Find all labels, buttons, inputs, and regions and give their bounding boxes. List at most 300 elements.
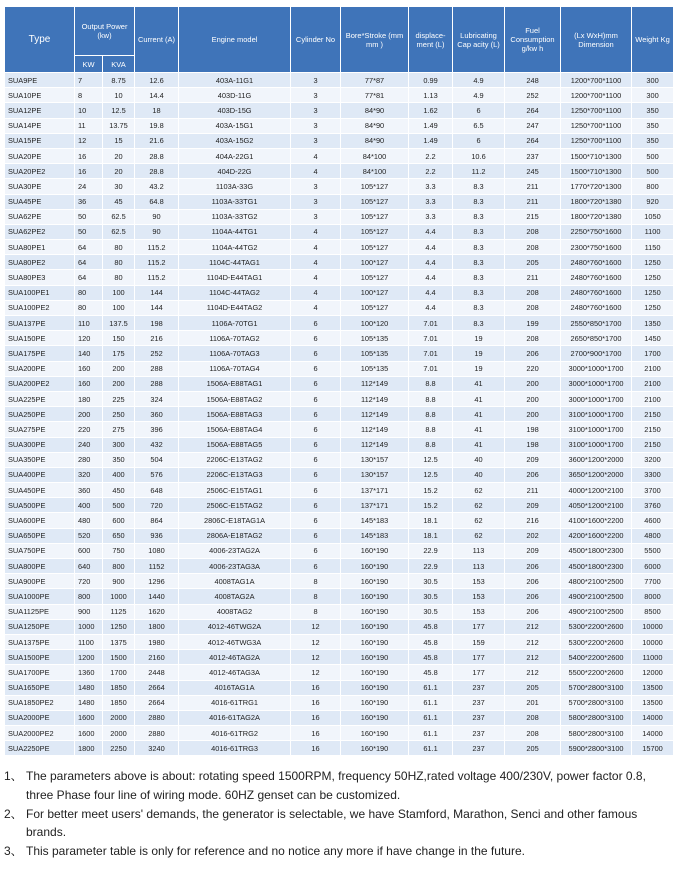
table-row — [5, 331, 674, 346]
engine-model-cell: 4008TAG2 — [179, 604, 291, 619]
displacement-cell: 61.1 — [409, 741, 453, 756]
dimension-cell: 4200*1600*2200 — [561, 528, 632, 543]
engine-model-cell: 404A-22G1 — [179, 148, 291, 163]
displacement-cell: 45.8 — [409, 619, 453, 634]
displacement-cell: 8.8 — [409, 437, 453, 452]
lubricating-cell: 19 — [453, 331, 505, 346]
table-row — [5, 209, 674, 224]
current-cell: 144 — [135, 300, 179, 315]
cylinder-cell: 12 — [291, 619, 341, 634]
kva-cell: 1500 — [103, 650, 135, 665]
bore-stroke-cell: 105*127 — [341, 194, 409, 209]
type-cell: SUA62PE — [5, 209, 75, 224]
fuel-cell: 245 — [505, 164, 561, 179]
lubricating-cell: 40 — [453, 467, 505, 482]
kw-cell: 520 — [75, 528, 103, 543]
fuel-cell: 198 — [505, 437, 561, 452]
dimension-cell: 1200*700*1100 — [561, 73, 632, 88]
lubricating-cell: 62 — [453, 483, 505, 498]
weight-cell: 2100 — [632, 361, 674, 376]
fuel-cell: 206 — [505, 589, 561, 604]
kva-cell: 8.75 — [103, 73, 135, 88]
type-cell: SUA200PE — [5, 361, 75, 376]
table-row — [5, 316, 674, 331]
dimension-cell: 1500*710*1300 — [561, 148, 632, 163]
table-row — [5, 680, 674, 695]
weight-cell: 2100 — [632, 376, 674, 391]
engine-model-cell: 4016-61TRG1 — [179, 695, 291, 710]
dimension-cell: 4500*1800*2300 — [561, 543, 632, 558]
bore-stroke-cell: 160*190 — [341, 650, 409, 665]
displacement-cell: 4.4 — [409, 255, 453, 270]
table-row — [5, 164, 674, 179]
kw-cell: 140 — [75, 346, 103, 361]
dimension-cell: 1200*700*1100 — [561, 88, 632, 103]
displacement-cell: 61.1 — [409, 695, 453, 710]
cylinder-cell: 6 — [291, 331, 341, 346]
bore-stroke-cell: 105*127 — [341, 209, 409, 224]
header-bore-stroke: Bore*Stroke (mm mm ) — [341, 7, 409, 73]
fuel-cell: 198 — [505, 422, 561, 437]
kw-cell: 80 — [75, 300, 103, 315]
kva-cell: 80 — [103, 255, 135, 270]
bore-stroke-cell: 160*190 — [341, 710, 409, 725]
engine-model-cell: 4012-46TAG2A — [179, 650, 291, 665]
kva-cell: 2000 — [103, 710, 135, 725]
fuel-cell: 200 — [505, 391, 561, 406]
current-cell: 21.6 — [135, 133, 179, 148]
engine-model-cell: 1506A-E88TAG5 — [179, 437, 291, 452]
engine-model-cell: 4008TAG1A — [179, 574, 291, 589]
dimension-cell: 2480*760*1600 — [561, 300, 632, 315]
kva-cell: 400 — [103, 467, 135, 482]
lubricating-cell: 62 — [453, 513, 505, 528]
lubricating-cell: 237 — [453, 741, 505, 756]
notes — [4, 767, 676, 861]
cylinder-cell: 6 — [291, 361, 341, 376]
kw-cell: 1000 — [75, 619, 103, 634]
type-cell: SUA20PE2 — [5, 164, 75, 179]
fuel-cell: 208 — [505, 224, 561, 239]
cylinder-cell: 6 — [291, 543, 341, 558]
dimension-cell: 4900*2100*2500 — [561, 604, 632, 619]
type-cell: SUA600PE — [5, 513, 75, 528]
kva-cell: 1250 — [103, 619, 135, 634]
displacement-cell: 2.2 — [409, 148, 453, 163]
cylinder-cell: 4 — [291, 240, 341, 255]
table-row — [5, 559, 674, 574]
kva-cell: 150 — [103, 331, 135, 346]
displacement-cell: 7.01 — [409, 346, 453, 361]
engine-model-cell: 2506C-E15TAG1 — [179, 483, 291, 498]
engine-model-cell: 1104C-44TAG2 — [179, 285, 291, 300]
kw-cell: 1100 — [75, 634, 103, 649]
kva-cell: 225 — [103, 391, 135, 406]
kw-cell: 1600 — [75, 726, 103, 741]
type-cell: SUA2000PE2 — [5, 726, 75, 741]
kw-cell: 1800 — [75, 741, 103, 756]
header-output-power: Output Power (kw) — [75, 7, 135, 56]
fuel-cell: 211 — [505, 270, 561, 285]
type-cell: SUA9PE — [5, 73, 75, 88]
dimension-cell: 4500*1800*2300 — [561, 559, 632, 574]
lubricating-cell: 40 — [453, 452, 505, 467]
displacement-cell: 8.8 — [409, 376, 453, 391]
type-cell: SUA1650PE — [5, 680, 75, 695]
lubricating-cell: 8.3 — [453, 316, 505, 331]
fuel-cell: 205 — [505, 741, 561, 756]
kw-cell: 160 — [75, 361, 103, 376]
fuel-cell: 208 — [505, 726, 561, 741]
lubricating-cell: 113 — [453, 559, 505, 574]
type-cell: SUA200PE2 — [5, 376, 75, 391]
weight-cell: 500 — [632, 148, 674, 163]
weight-cell: 3760 — [632, 498, 674, 513]
bore-stroke-cell: 100*127 — [341, 255, 409, 270]
current-cell: 90 — [135, 209, 179, 224]
bore-stroke-cell: 112*149 — [341, 407, 409, 422]
dimension-cell: 5800*2800*3100 — [561, 726, 632, 741]
fuel-cell: 199 — [505, 316, 561, 331]
weight-cell: 3700 — [632, 483, 674, 498]
type-cell: SUA800PE — [5, 559, 75, 574]
kw-cell: 720 — [75, 574, 103, 589]
kw-cell: 16 — [75, 164, 103, 179]
weight-cell: 350 — [632, 133, 674, 148]
lubricating-cell: 6.5 — [453, 118, 505, 133]
lubricating-cell: 41 — [453, 437, 505, 452]
weight-cell: 10000 — [632, 634, 674, 649]
kw-cell: 10 — [75, 103, 103, 118]
kva-cell: 20 — [103, 164, 135, 179]
table-row — [5, 300, 674, 315]
dimension-cell: 1800*720*1380 — [561, 209, 632, 224]
type-cell: SUA20PE — [5, 148, 75, 163]
kva-cell: 300 — [103, 437, 135, 452]
engine-model-cell: 1103A-33G — [179, 179, 291, 194]
header-engine-model: Engine model — [179, 7, 291, 73]
kva-cell: 137.5 — [103, 316, 135, 331]
type-cell: SUA10PE — [5, 88, 75, 103]
cylinder-cell: 8 — [291, 589, 341, 604]
dimension-cell: 5800*2800*3100 — [561, 710, 632, 725]
cylinder-cell: 12 — [291, 650, 341, 665]
header-type: Type — [5, 7, 75, 73]
type-cell: SUA12PE — [5, 103, 75, 118]
weight-cell: 1250 — [632, 270, 674, 285]
dimension-cell: 5700*2800*3100 — [561, 695, 632, 710]
dimension-cell: 3000*1000*1700 — [561, 391, 632, 406]
type-cell: SUA225PE — [5, 391, 75, 406]
dimension-cell: 2300*750*1600 — [561, 240, 632, 255]
dimension-cell: 5900*2800*3100 — [561, 741, 632, 756]
engine-model-cell: 403D-11G — [179, 88, 291, 103]
lubricating-cell: 10.6 — [453, 148, 505, 163]
bore-stroke-cell: 160*190 — [341, 604, 409, 619]
kw-cell: 1200 — [75, 650, 103, 665]
engine-model-cell: 403A-11G1 — [179, 73, 291, 88]
bore-stroke-cell: 84*90 — [341, 133, 409, 148]
kw-cell: 24 — [75, 179, 103, 194]
displacement-cell: 18.1 — [409, 528, 453, 543]
lubricating-cell: 8.3 — [453, 209, 505, 224]
weight-cell: 1700 — [632, 346, 674, 361]
dimension-cell: 1250*700*1100 — [561, 103, 632, 118]
type-cell: SUA80PE2 — [5, 255, 75, 270]
fuel-cell: 208 — [505, 710, 561, 725]
bore-stroke-cell: 137*171 — [341, 483, 409, 498]
lubricating-cell: 8.3 — [453, 270, 505, 285]
bore-stroke-cell: 160*190 — [341, 680, 409, 695]
bore-stroke-cell: 105*127 — [341, 240, 409, 255]
engine-model-cell: 1104D-E44TAG1 — [179, 270, 291, 285]
current-cell: 1440 — [135, 589, 179, 604]
table-row — [5, 634, 674, 649]
displacement-cell: 30.5 — [409, 604, 453, 619]
kva-cell: 80 — [103, 240, 135, 255]
dimension-cell: 1500*710*1300 — [561, 164, 632, 179]
kva-cell: 12.5 — [103, 103, 135, 118]
bore-stroke-cell: 77*87 — [341, 73, 409, 88]
table-row — [5, 376, 674, 391]
displacement-cell: 45.8 — [409, 634, 453, 649]
lubricating-cell: 6 — [453, 133, 505, 148]
engine-model-cell: 4016-61TAG2A — [179, 710, 291, 725]
lubricating-cell: 8.3 — [453, 285, 505, 300]
weight-cell: 500 — [632, 164, 674, 179]
current-cell: 12.6 — [135, 73, 179, 88]
type-cell: SUA300PE — [5, 437, 75, 452]
note-item: 3、 This parameter table is only for reference and no notice any more if have change in the future. — [4, 844, 525, 859]
bore-stroke-cell: 105*135 — [341, 361, 409, 376]
kw-cell: 480 — [75, 513, 103, 528]
cylinder-cell: 6 — [291, 346, 341, 361]
dimension-cell: 3000*1000*1700 — [561, 376, 632, 391]
fuel-cell: 206 — [505, 604, 561, 619]
current-cell: 115.2 — [135, 270, 179, 285]
cylinder-cell: 4 — [291, 164, 341, 179]
cylinder-cell: 3 — [291, 179, 341, 194]
bore-stroke-cell: 130*157 — [341, 467, 409, 482]
bore-stroke-cell: 112*149 — [341, 391, 409, 406]
kva-cell: 275 — [103, 422, 135, 437]
cylinder-cell: 16 — [291, 680, 341, 695]
bore-stroke-cell: 84*90 — [341, 103, 409, 118]
fuel-cell: 211 — [505, 194, 561, 209]
fuel-cell: 264 — [505, 133, 561, 148]
kw-cell: 800 — [75, 589, 103, 604]
fuel-cell: 209 — [505, 543, 561, 558]
cylinder-cell: 3 — [291, 209, 341, 224]
type-cell: SUA1250PE — [5, 619, 75, 634]
table-row — [5, 255, 674, 270]
current-cell: 216 — [135, 331, 179, 346]
kw-cell: 110 — [75, 316, 103, 331]
type-cell: SUA14PE — [5, 118, 75, 133]
displacement-cell: 30.5 — [409, 574, 453, 589]
current-cell: 252 — [135, 346, 179, 361]
fuel-cell: 206 — [505, 467, 561, 482]
bore-stroke-cell: 160*190 — [341, 695, 409, 710]
cylinder-cell: 6 — [291, 498, 341, 513]
weight-cell: 10000 — [632, 619, 674, 634]
weight-cell: 1250 — [632, 300, 674, 315]
bore-stroke-cell: 145*183 — [341, 513, 409, 528]
type-cell: SUA650PE — [5, 528, 75, 543]
cylinder-cell: 6 — [291, 407, 341, 422]
kw-cell: 64 — [75, 255, 103, 270]
bore-stroke-cell: 105*135 — [341, 331, 409, 346]
table-row — [5, 710, 674, 725]
kw-cell: 1480 — [75, 695, 103, 710]
cylinder-cell: 6 — [291, 391, 341, 406]
displacement-cell: 2.2 — [409, 164, 453, 179]
kw-cell: 240 — [75, 437, 103, 452]
fuel-cell: 237 — [505, 148, 561, 163]
weight-cell: 7700 — [632, 574, 674, 589]
displacement-cell: 15.2 — [409, 483, 453, 498]
table-row — [5, 346, 674, 361]
weight-cell: 1250 — [632, 255, 674, 270]
kw-cell: 220 — [75, 422, 103, 437]
displacement-cell: 8.8 — [409, 407, 453, 422]
current-cell: 90 — [135, 224, 179, 239]
kva-cell: 450 — [103, 483, 135, 498]
current-cell: 14.4 — [135, 88, 179, 103]
lubricating-cell: 8.3 — [453, 240, 505, 255]
weight-cell: 14000 — [632, 710, 674, 725]
engine-model-cell: 4012-46TWG2A — [179, 619, 291, 634]
lubricating-cell: 8.3 — [453, 255, 505, 270]
lubricating-cell: 4.9 — [453, 88, 505, 103]
displacement-cell: 61.1 — [409, 726, 453, 741]
type-cell: SUA900PE — [5, 574, 75, 589]
weight-cell: 2150 — [632, 437, 674, 452]
type-cell: SUA750PE — [5, 543, 75, 558]
table-row — [5, 498, 674, 513]
kva-cell: 62.5 — [103, 224, 135, 239]
lubricating-cell: 62 — [453, 498, 505, 513]
dimension-cell: 2550*850*1700 — [561, 316, 632, 331]
table-row — [5, 665, 674, 680]
type-cell: SUA150PE — [5, 331, 75, 346]
table-row — [5, 194, 674, 209]
lubricating-cell: 6 — [453, 103, 505, 118]
header-current: Current (A) — [135, 7, 179, 73]
current-cell: 936 — [135, 528, 179, 543]
lubricating-cell: 41 — [453, 376, 505, 391]
kw-cell: 180 — [75, 391, 103, 406]
fuel-cell: 264 — [505, 103, 561, 118]
cylinder-cell: 6 — [291, 376, 341, 391]
spec-table — [4, 6, 674, 756]
displacement-cell: 1.13 — [409, 88, 453, 103]
kw-cell: 160 — [75, 376, 103, 391]
engine-model-cell: 1106A-70TG1 — [179, 316, 291, 331]
type-cell: SUA1500PE — [5, 650, 75, 665]
table-row — [5, 741, 674, 756]
type-cell: SUA250PE — [5, 407, 75, 422]
kw-cell: 320 — [75, 467, 103, 482]
kva-cell: 13.75 — [103, 118, 135, 133]
fuel-cell: 247 — [505, 118, 561, 133]
weight-cell: 920 — [632, 194, 674, 209]
type-cell: SUA30PE — [5, 179, 75, 194]
dimension-cell: 3000*1000*1700 — [561, 361, 632, 376]
engine-model-cell: 1106A-70TAG4 — [179, 361, 291, 376]
cylinder-cell: 6 — [291, 316, 341, 331]
cylinder-cell: 12 — [291, 665, 341, 680]
displacement-cell: 3.3 — [409, 194, 453, 209]
current-cell: 288 — [135, 376, 179, 391]
bore-stroke-cell: 130*157 — [341, 452, 409, 467]
dimension-cell: 5300*2200*2600 — [561, 634, 632, 649]
bore-stroke-cell: 160*190 — [341, 619, 409, 634]
engine-model-cell: 2206C-E13TAG2 — [179, 452, 291, 467]
lubricating-cell: 11.2 — [453, 164, 505, 179]
engine-model-cell: 1506A-E88TAG4 — [179, 422, 291, 437]
current-cell: 324 — [135, 391, 179, 406]
current-cell: 144 — [135, 285, 179, 300]
kva-cell: 10 — [103, 88, 135, 103]
type-cell: SUA1000PE — [5, 589, 75, 604]
kva-cell: 1700 — [103, 665, 135, 680]
kva-cell: 80 — [103, 270, 135, 285]
displacement-cell: 1.49 — [409, 118, 453, 133]
fuel-cell: 212 — [505, 619, 561, 634]
weight-cell: 13500 — [632, 680, 674, 695]
current-cell: 64.8 — [135, 194, 179, 209]
kw-cell: 16 — [75, 148, 103, 163]
bore-stroke-cell: 105*127 — [341, 300, 409, 315]
table-row — [5, 103, 674, 118]
engine-model-cell: 1506A-E88TAG2 — [179, 391, 291, 406]
kva-cell: 250 — [103, 407, 135, 422]
fuel-cell: 216 — [505, 513, 561, 528]
lubricating-cell: 177 — [453, 665, 505, 680]
engine-model-cell: 4016-61TRG2 — [179, 726, 291, 741]
cylinder-cell: 6 — [291, 483, 341, 498]
bore-stroke-cell: 160*190 — [341, 589, 409, 604]
bore-stroke-cell: 160*190 — [341, 543, 409, 558]
type-cell: SUA1375PE — [5, 634, 75, 649]
table-row — [5, 513, 674, 528]
displacement-cell: 45.8 — [409, 665, 453, 680]
cylinder-cell: 6 — [291, 513, 341, 528]
current-cell: 576 — [135, 467, 179, 482]
dimension-cell: 2250*750*1600 — [561, 224, 632, 239]
dimension-cell: 1250*700*1100 — [561, 118, 632, 133]
kw-cell: 900 — [75, 604, 103, 619]
engine-model-cell: 4006-23TAG2A — [179, 543, 291, 558]
cylinder-cell: 6 — [291, 437, 341, 452]
weight-cell: 8500 — [632, 604, 674, 619]
bore-stroke-cell: 105*135 — [341, 346, 409, 361]
displacement-cell: 4.4 — [409, 270, 453, 285]
engine-model-cell: 1104A-44TG1 — [179, 224, 291, 239]
displacement-cell: 4.4 — [409, 300, 453, 315]
cylinder-cell: 4 — [291, 300, 341, 315]
bore-stroke-cell: 84*100 — [341, 164, 409, 179]
lubricating-cell: 153 — [453, 604, 505, 619]
bore-stroke-cell: 160*190 — [341, 665, 409, 680]
kw-cell: 64 — [75, 240, 103, 255]
kw-cell: 50 — [75, 224, 103, 239]
fuel-cell: 212 — [505, 634, 561, 649]
displacement-cell: 1.62 — [409, 103, 453, 118]
header-kw: KW — [75, 56, 103, 73]
fuel-cell: 211 — [505, 483, 561, 498]
